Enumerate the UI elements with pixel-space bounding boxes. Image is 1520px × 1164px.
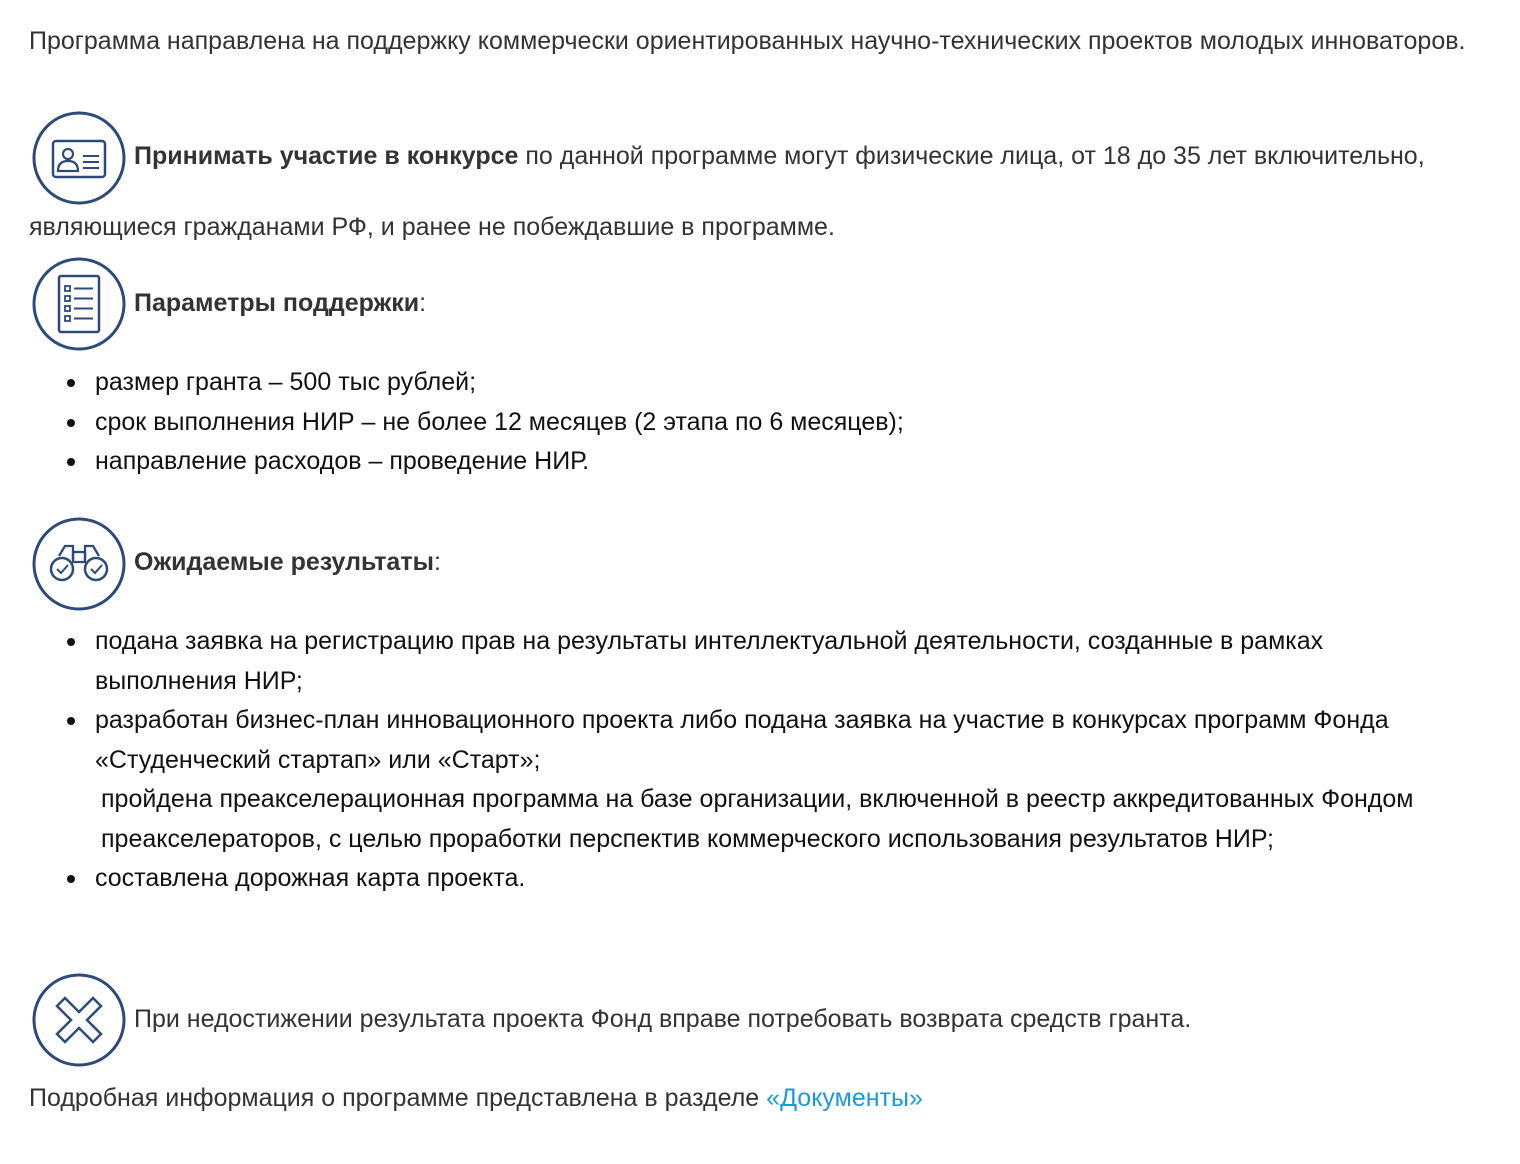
cross-icon xyxy=(31,972,127,1068)
refund-text: При недостижении результата проекта Фонд вправе потребовать возврата средств гранта. xyxy=(134,1005,1192,1033)
results-heading-bold: Ожидаемые результаты xyxy=(134,548,434,576)
results-heading xyxy=(134,543,441,582)
participation-heading: Принимать участие в конкурсе xyxy=(134,142,519,170)
checklist-icon xyxy=(31,256,127,352)
support-heading xyxy=(134,284,426,323)
list-item: пройдена преакселерационная программа на базе организации, включенной в реестр аккредитованных Фондом преакселераторов, с целью проработки перспектив коммерческого использования результатов НИР; xyxy=(101,785,1414,853)
footer-label: Подробная информация о программе представлена в разделе xyxy=(29,1084,767,1112)
binoculars-icon xyxy=(31,516,127,612)
participation-text xyxy=(134,137,1425,176)
list-item: составлена дорожная карта проекта. xyxy=(0,859,1430,899)
list-item: направление расходов – проведение НИР. xyxy=(0,442,1440,482)
list-item: разработан бизнес-план инновационного проекта либо подана заявка на участие в конкурсах программ Фонда «Студенческий стартап» или «Старт»; xyxy=(0,701,1430,780)
list-item: размер гранта – 500 тыс рублей; xyxy=(0,363,1440,403)
list-item: срок выполнения НИР – не более 12 месяцев (2 этапа по 6 месяцев); xyxy=(0,403,1440,443)
participation-continuation: являющиеся гражданами РФ, и ранее не побеждавшие в программе. xyxy=(29,213,835,241)
footer-text xyxy=(29,1079,923,1118)
results-list xyxy=(0,622,1430,899)
list-item: подана заявка на регистрацию прав на результаты интеллектуальной деятельности, созданные в рамках выполнения НИР; xyxy=(0,622,1430,701)
support-heading-suffix: : xyxy=(419,289,427,317)
support-heading-bold: Параметры поддержки xyxy=(134,289,420,317)
results-heading-suffix: : xyxy=(433,548,441,576)
support-list xyxy=(0,363,1440,482)
id-card-icon xyxy=(31,110,127,206)
participation-body: по данной программе могут физические лица, от 18 до 35 лет включительно, xyxy=(518,142,1425,170)
documents-link[interactable]: «Документы» xyxy=(766,1084,923,1112)
intro-paragraph: Программа направлена на поддержку коммерчески ориентированных научно-технических проектов молодых инноваторов. xyxy=(29,27,1466,55)
